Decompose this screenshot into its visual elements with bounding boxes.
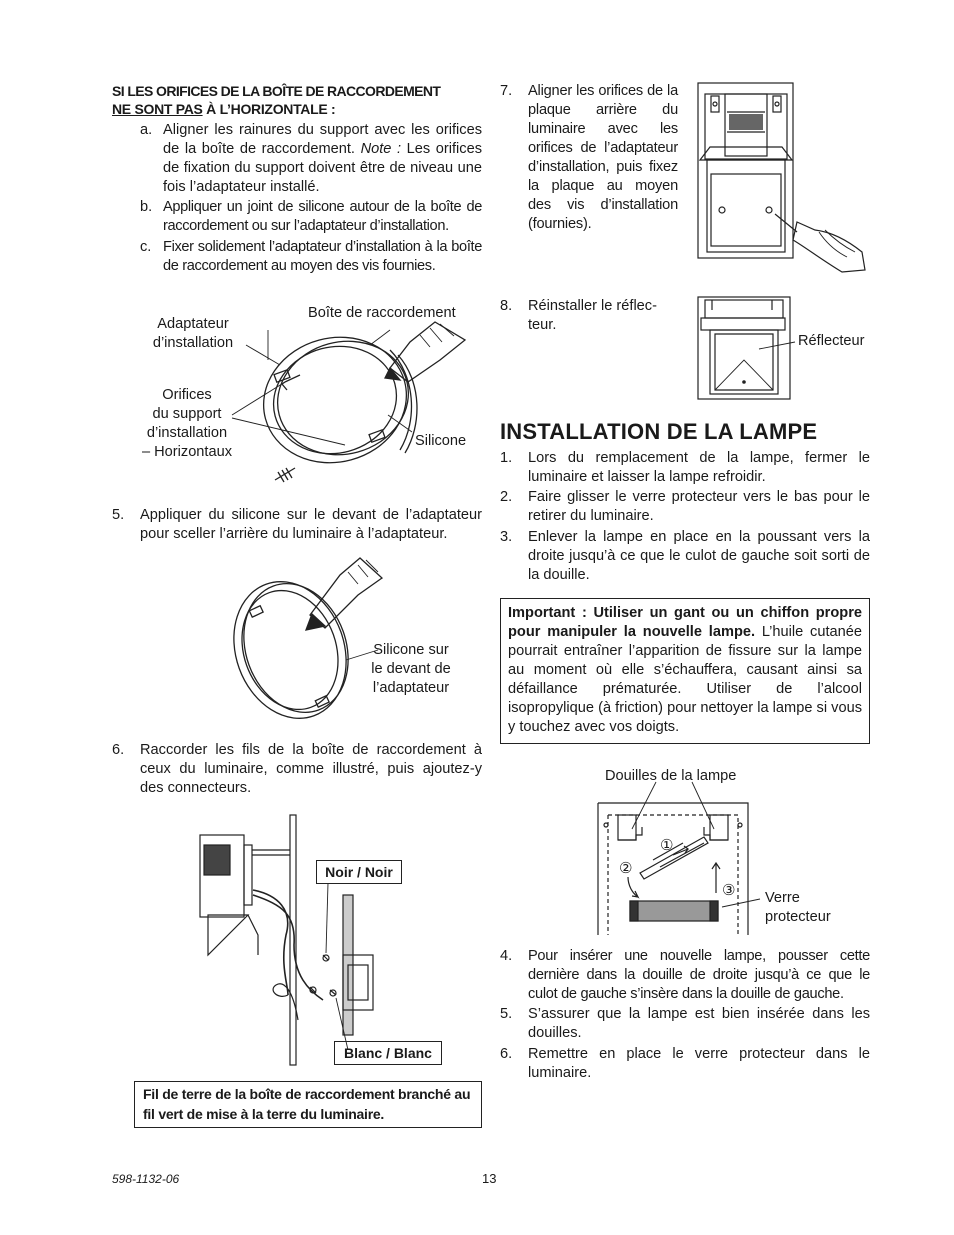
fig1-label-silicone: Silicone (415, 433, 467, 449)
fig1-label-adapter: Adaptateur d’installation (152, 316, 234, 351)
lamp-step-5-number: 5. (500, 1006, 513, 1022)
lamp-step-6-text: Remettre en place le verre protecteur dans le luminaire. (528, 1046, 870, 1081)
page-number: 13 (482, 1171, 497, 1186)
document-number: 598-1132-06 (112, 1172, 180, 1186)
wiring-illustration (198, 815, 388, 1075)
fig2-label-silicone-front: Silicone sur le devant de l’adaptateur (371, 642, 451, 696)
step-8-text: Réinstaller le réflec- teur. (528, 298, 657, 333)
sub-step-a: Aligner les rainures du support avec les orifices de la boîte de raccordement. Note : Les orifices de fixation du support doivent être de niveau une fois l’adaptateur installé. (163, 122, 482, 195)
ground-wire-note: Fil de terre de la boîte de raccordement branché au fil vert de mise à la terre du luminaire. (134, 1081, 482, 1128)
lamp-step-3-number: 3. (500, 529, 513, 545)
lamp-step-2-text: Faire glisser le verre protecteur vers le bas pour le retirer du luminaire. (528, 489, 870, 524)
adapter-junction-box-illustration (240, 320, 480, 490)
step-6-text: Raccorder les fils de la boîte de raccordement à ceux du luminaire, comme illustré, puis ajoutez-y des connecteurs. (140, 742, 482, 796)
label-black-black: Noir / Noir (316, 860, 402, 884)
important-bold-text: Important : Utiliser un gant ou un chiffon propre pour manipuler la nouvelle lampe. (508, 605, 862, 640)
label-white-white: Blanc / Blanc (334, 1041, 442, 1065)
marker-step-1: ① (660, 836, 674, 854)
sub-c-letter: c. (140, 239, 152, 255)
marker-step-3: ③ (722, 881, 736, 899)
step-7-number: 7. (500, 83, 513, 99)
step-5-text: Appliquer du silicone sur le devant de l’adaptateur pour sceller l’arrière du luminaire à l’adaptateur. (140, 507, 482, 542)
step-8-number: 8. (500, 298, 513, 314)
heading-line-2-rest: À L’HORIZONTALE : (202, 101, 336, 117)
lamp-sockets-label: Douilles de la lampe (605, 768, 737, 784)
lamp-step-5-text: S’assurer que la lampe est bien insérée dans les douilles. (528, 1006, 870, 1041)
important-notice-box (500, 598, 870, 744)
sub-b-letter: b. (140, 199, 153, 215)
marker-step-2: ② (619, 859, 633, 877)
silicone-adapter-illustration (230, 550, 390, 725)
section-title-lamp-install: INSTALLATION DE LA LAMPE (500, 419, 818, 444)
sub-a-letter: a. (140, 122, 153, 138)
fig1-label-holes: Orifices du support d’installation – Horizontaux (141, 387, 233, 460)
sub-step-c: Fixer solidement l’adaptateur d’installation à la boîte de raccordement au moyen des vis fournies. (163, 239, 482, 274)
reflector-illustration (697, 296, 792, 400)
heading-line-1: SI LES ORIFICES DE LA BOÎTE DE RACCORDEMENT (112, 83, 441, 99)
lamp-step-1-text: Lors du remplacement de la lampe, fermer le luminaire et laisser la lampe refroidir. (528, 450, 870, 485)
protective-glass-label: Verre protecteur (765, 890, 831, 925)
lamp-step-3-text: Enlever la lampe en place en la poussant vers la droite jusqu’à ce que le culot de gauche soit sorti de la douille. (528, 529, 870, 583)
lamp-step-6-number: 6. (500, 1046, 513, 1062)
sub-step-b: Appliquer un joint de silicone autour de la boîte de raccordement ou sur l’adaptateur d’installation. (163, 199, 482, 234)
lamp-step-1-number: 1. (500, 450, 513, 466)
step-6-number: 6. (112, 742, 125, 758)
heading-underlined: NE SONT PAS (112, 101, 203, 117)
note-label: Note : (360, 141, 402, 157)
lamp-step-2-number: 2. (500, 489, 513, 505)
step-7-text: Aligner les orifices de la plaque arrière du luminaire avec les orifices de l’adaptateur d’installation, puis fixez la plaque au moyen des vis d’installation (fournies). (528, 83, 678, 232)
reflector-label: Réflecteur (798, 333, 865, 349)
step-5-number: 5. (112, 507, 125, 523)
important-rest-text: L’huile cutanée pourrait entraîner l’apparition de fissure sur la lampe au moment où elle s’échauffera, causant ainsi sa défaillance prématurée. Utiliser de l’alcool isopropylique (à friction) pour nettoyer la lampe si vous y touchez avec vos doigts. (508, 624, 862, 735)
section-heading-not-horizontal (112, 82, 484, 118)
back-plate-screw-illustration (697, 82, 872, 277)
lamp-step-4-text: Pour insérer une nouvelle lampe, pousser cette dernière dans la douille de droite jusqu’à ce que le culot de gauche s’insère dans la douille de gauche. (528, 948, 870, 1002)
fig1-label-box: Boîte de raccordement (308, 305, 456, 321)
lamp-step-4-number: 4. (500, 948, 513, 964)
